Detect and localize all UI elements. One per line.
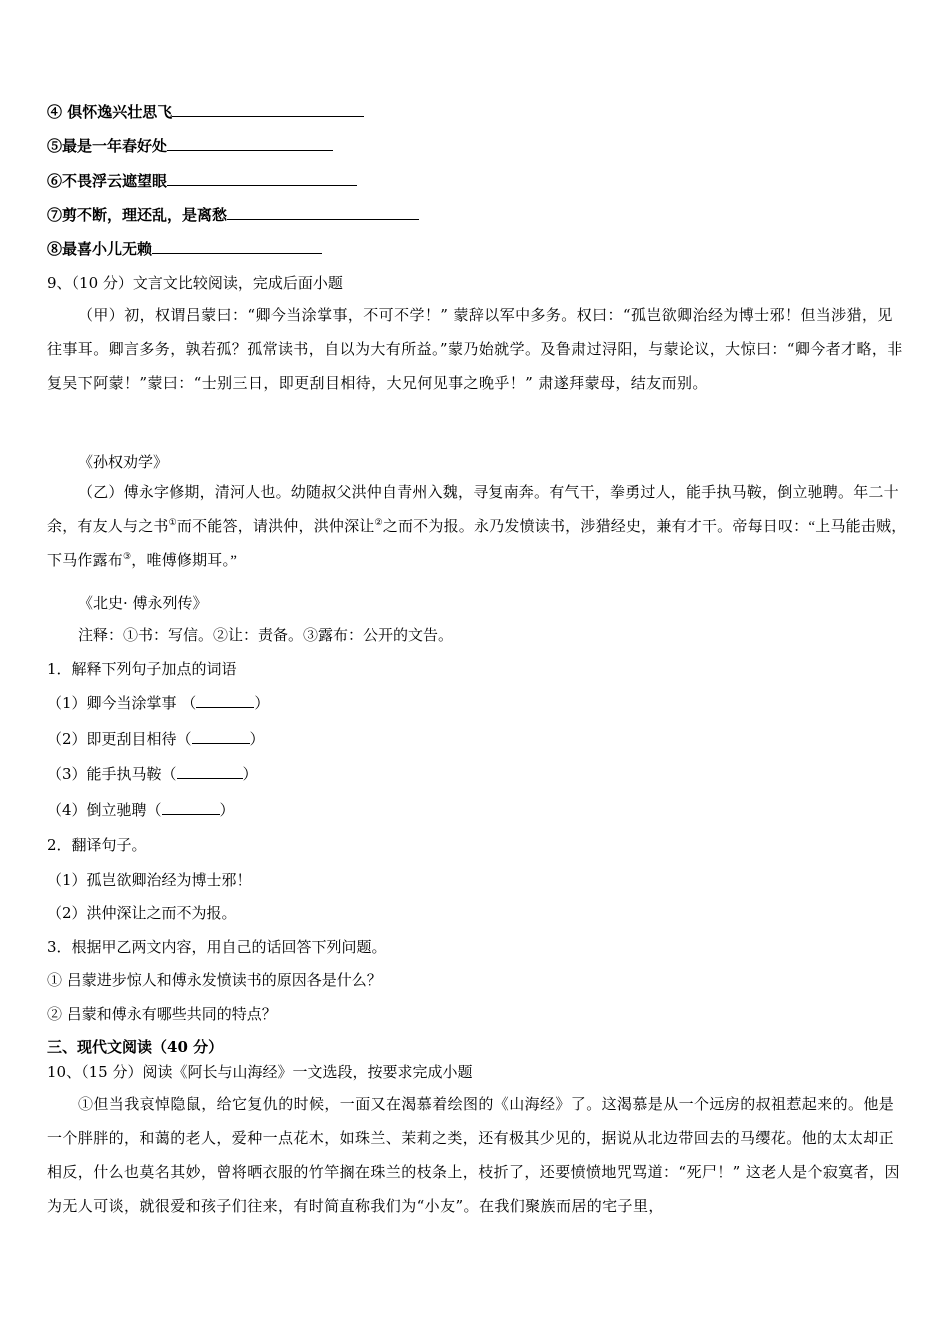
answer-blank[interactable] bbox=[172, 102, 364, 117]
q9-sub2-title: 2．翻译句子。 bbox=[47, 836, 147, 854]
q9-sub2-item: （1）孤岂欲卿治经为博士邪！ bbox=[47, 871, 252, 889]
fill-item-5: ⑤最是一年春好处 bbox=[47, 136, 333, 156]
fill-item-8: ⑧最喜小儿无赖 bbox=[47, 239, 322, 259]
q9-passage-jia: （甲）初，权谓吕蒙曰：“卿今当涂掌事，不可不学！” 蒙辞以军中多务。权曰：“孤岂欲卿治经为博士邪！但当涉猎，见往事耳。卿言多务，孰若孤？孤常读书，自以为大有所益。”蒙乃始就学。及鲁肃过浔阳，与蒙论议，大惊曰：“卿今者才略，非复吴下阿蒙！”蒙曰：“士别三日，即更刮目相待，大兄何见事之晚乎！” 肃遂拜蒙母，结友而别。 bbox=[47, 306, 903, 392]
q9-jia-source: 《孙权劝学》 bbox=[78, 453, 169, 471]
fill-item-4: ④ 俱怀逸兴壮思飞 bbox=[47, 102, 364, 122]
q9-sub3-item: ② 吕蒙和傅永有哪些共同的特点？ bbox=[47, 1005, 277, 1023]
q9-sub1-title: 1．解释下列句子加点的词语 bbox=[47, 660, 237, 678]
fill-item-6: ⑥不畏浮云遮望眼 bbox=[47, 171, 357, 191]
q9-sub1-item: （4）倒立驰聘（ ） bbox=[47, 801, 235, 819]
footnote-marker: ② bbox=[374, 517, 383, 527]
q9-sub3-item: ① 吕蒙进步惊人和傅永发愤读书的原因各是什么？ bbox=[47, 971, 382, 989]
q9-heading: 9、（10 分）文言文比较阅读，完成后面小题 bbox=[47, 274, 343, 292]
fill-item-7: ⑦剪不断，理还乱，是离愁 bbox=[47, 205, 419, 225]
q10-paragraph-1: ①但当我哀悼隐鼠，给它复仇的时候，一面又在渴慕着绘图的《山海经》了。这渴慕是从一个远房的叔祖惹起来的。他是一个胖胖的，和蔼的老人，爱种一点花木，如珠兰、茉莉之类，还有极其少见的，据说从北边带回去的马缨花。他的太太却正相反，什么也莫名其妙，曾将晒衣服的竹竿搁在珠兰的枝条上，枝折了，还要愤愤地咒骂道：“死尸！” 这老人是个寂寞者，因为无人可谈，就很爱和孩子们往来，有时简直称我们为“小友”。在我们聚族而居的宅子里， bbox=[47, 1095, 900, 1215]
q9-yi-source: 《北史· 傅永列传》 bbox=[78, 594, 208, 612]
answer-blank[interactable] bbox=[227, 205, 419, 220]
q9-passage-yi: （乙）傅永字修期，清河人也。幼随叔父洪仲自青州入魏，寻复南奔。有气干，拳勇过人，能手执马鞍，倒立驰聘。年二十余，有友人与之书①而不能答，请洪仲，洪仲深让②之而不为报。永乃发愤读书，涉猎经史，兼有才干。帝每日叹：“上马能击贼，下马作露布③，唯傅修期耳。” bbox=[47, 485, 907, 569]
answer-blank[interactable] bbox=[162, 800, 220, 815]
q9-sub1-item: （2）即更刮目相待（ ） bbox=[47, 730, 265, 748]
answer-blank[interactable] bbox=[177, 764, 243, 779]
footnote-marker: ③ bbox=[123, 551, 132, 561]
answer-blank[interactable] bbox=[192, 729, 250, 744]
section3-heading: 三、现代文阅读（40 分） bbox=[47, 1038, 224, 1056]
answer-blank[interactable] bbox=[167, 136, 333, 151]
q9-sub3-title: 3．根据甲乙两文内容，用自己的话回答下列问题。 bbox=[47, 938, 387, 956]
footnote-marker: ① bbox=[168, 517, 177, 527]
q9-notes: 注释：①书：写信。②让：责备。③露布：公开的文告。 bbox=[78, 626, 454, 644]
q9-sub1-item: （1）卿今当涂掌事 （ ） bbox=[47, 694, 270, 712]
answer-blank[interactable] bbox=[167, 171, 357, 186]
answer-blank[interactable] bbox=[196, 693, 254, 708]
q10-heading: 10、（15 分）阅读《阿长与山海经》一文选段，按要求完成小题 bbox=[47, 1063, 473, 1081]
q9-sub1-item: （3）能手执马鞍（ ） bbox=[47, 765, 258, 783]
q9-sub2-item: （2）洪仲深让之而不为报。 bbox=[47, 904, 237, 922]
answer-blank[interactable] bbox=[152, 239, 322, 254]
